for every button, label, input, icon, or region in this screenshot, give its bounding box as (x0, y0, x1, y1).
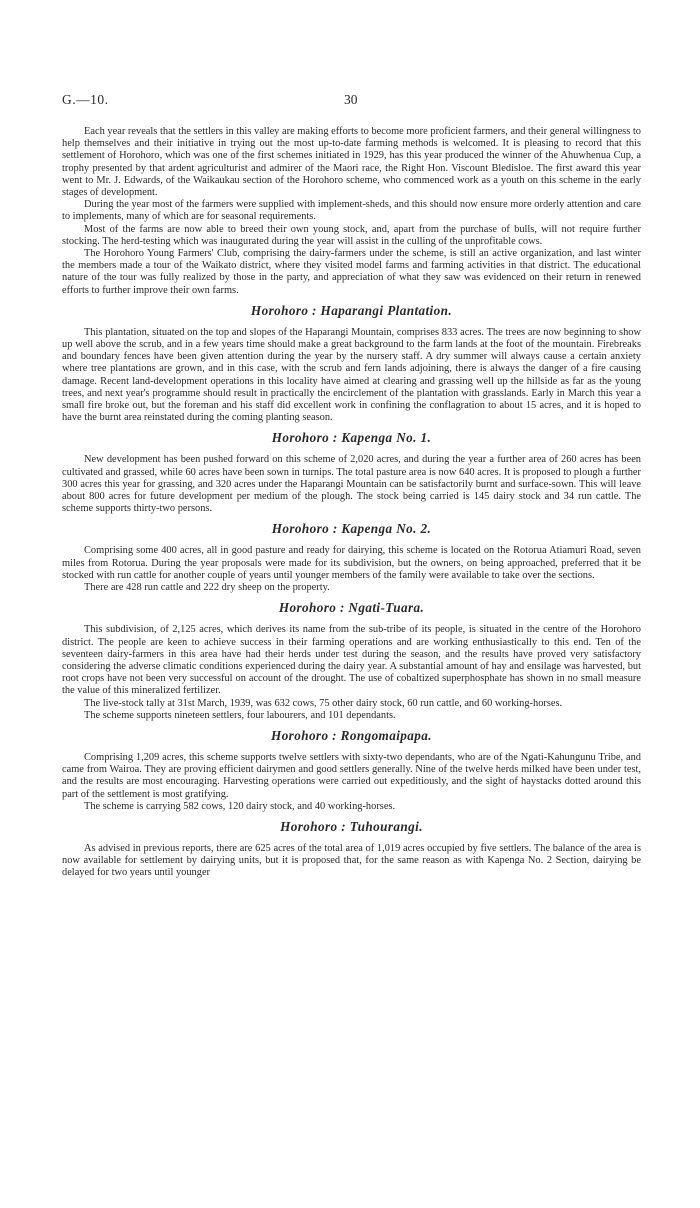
paragraph: The Horohoro Young Farmers' Club, comprising the dairy-farmers under the scheme, is still an active organization, and last winter the members made a tour of the Waikato district, where they visited model farms and farming activities in that district. The educational nature of the tour was fully realized by those in the party, and appreciation of what they saw was evidenced on their return in renewed efforts to further improve their own farms. (62, 248, 641, 296)
paragraph: The scheme supports nineteen settlers, four labourers, and 101 dependants. (84, 709, 396, 721)
page-body (62, 126, 641, 880)
paragraph: The scheme is carrying 582 cows, 120 dairy stock, and 40 working-horses. (84, 800, 396, 812)
page-number: 30 (344, 92, 358, 107)
paragraph: The live-stock tally at 31st March, 1939, was 632 cows, 75 other dairy stock, 60 run cattle, and 60 working-horses. (84, 697, 563, 709)
paragraph: During the year most of the farmers were supplied with implement-sheds, and this should now ensure more orderly attention and care to implements, many of which are for seasonal requirements. (62, 199, 641, 223)
paragraph: Most of the farms are now able to breed their own young stock, and, apart from the purchase of bulls, will not require further stocking. The herd-testing which was inaugurated during the year will assist in the culling of the unprofitable cows. (62, 223, 641, 247)
section-rongomaipapa (62, 728, 641, 813)
section-intro (62, 126, 641, 297)
section-kapenga-no-1 (62, 430, 641, 515)
report-reference: G.—10. (62, 92, 109, 107)
section-haparangi-plantation (62, 303, 641, 425)
section-heading: Horohoro : Ngati-Tuara. (278, 600, 425, 616)
section-heading: Horohoro : Kapenga No. 2. (271, 521, 432, 537)
section-heading: Horohoro : Kapenga No. 1. (271, 430, 432, 446)
paragraph: This subdivision, of 2,125 acres, which derives its name from the sub-tribe of its people, is situated in the centre of the Horohoro district. The people are keen to achieve success in their farming operations and are working enthusiastically to this end. Ten of the seventeen dairy-farmers in this area have had their herds under test during the season, and the results have proved very satisfactory considering the adverse climatic conditions experienced during the dairy year. A substantial amount of hay and ensilage was harvested, but root crops have not been very successful on account of the drought. The use of cobaltized superphosphate has shown in no small measure the value of this mineralized fertilizer. (62, 624, 641, 697)
section-tuhourangi (62, 819, 641, 880)
paragraph: This plantation, situated on the top and slopes of the Haparangi Mountain, comprises 833 acres. The trees are now beginning to show up well above the scrub, and in a few years time should make a great background to the farm lands at the foot of the mountain. Firebreaks and boundary fences have been given attention during the year by the nursery staff. A dry summer will always cause a certain anxiety where tree plantations are grown, and in this case, with the scrub and fern lands adjoining, there is always the danger of a fire causing damage. Recent land-development operations in this locality have aimed at clearing and grassing well up the hillside as far as the young trees, and next year's programme should result in practically the encirclement of the plantation with grasslands. Early in March this year a small fire broke out, but the foreman and his staff did excellent work in confining the conflagration to about 15 acres, and it is hoped to have the burnt area reinstated during the coming planting season. (62, 326, 641, 424)
section-heading: Horohoro : Haparangi Plantation. (250, 302, 453, 318)
paragraph: There are 428 run cattle and 222 dry sheep on the property. (84, 582, 330, 594)
paragraph: New development has been pushed forward on this scheme of 2,020 acres, and during the year a further area of 260 acres has been cultivated and grassed, while 60 acres have been sown in turnips. The total pasture area is now 640 acres. It is proposed to plough a further 300 acres this year for grassing, and 320 acres under the Haparangi Mountain can be satisfactorily burnt and surface-sown. This will leave about 800 acres for future development per medium of the plough. The stock being carried is 145 dairy stock and 34 run cattle. The scheme supports thirty-two persons. (62, 454, 641, 515)
section-ngati-tuara (62, 600, 641, 722)
paragraph: Each year reveals that the settlers in this valley are making efforts to become more proficient farmers, and their general willingness to help themselves and their initiative in trying out the most up-to-date farming methods is welcomed. It is pleasing to record that this settlement of Horohoro, which was one of the first schemes initiated in 1929, has this year produced the winner of the Ahuwhenua Cup, a trophy presented by that ardent agriculturist and admirer of the Maori race, the Right Hon. Viscount Bledisloe. The first award this year went to Mr. J. Edwards, of the Waikaukau section of the Horohoro scheme, who commenced work as a youth on this scheme in the early stages of development. (62, 126, 641, 199)
paragraph: As advised in previous reports, there are 625 acres of the total area of 1,019 acres occupied by five settlers. The balance of the area is now available for settlement by dairying units, but it is proposed that, for the same reason as with Kapenga No. 2 Section, dairying be delayed for two years until younger (62, 842, 641, 879)
paragraph: Comprising 1,209 acres, this scheme supports twelve settlers with sixty-two dependants, who are of the Ngati-Kahungunu Tribe, and came from Wairoa. They are proving efficient dairymen and good settlers generally. Nine of the twelve herds milked have been under test, and the results are most encouraging. Harvesting operations were carried out expeditiously, and the sight of haystacks dotted around this part of the settlement is most gratifying. (62, 751, 641, 800)
section-heading: Horohoro : Tuhourangi. (280, 818, 423, 834)
section-kapenga-no-2 (62, 521, 641, 594)
section-heading: Horohoro : Rongomaipapa. (271, 727, 432, 743)
paragraph: Comprising some 400 acres, all in good pasture and ready for dairying, this scheme is located on the Rotorua Atiamuri Road, seven miles from Rotorua. During the year proposals were made for its subdivision, but the owners, on being approached, preferred that it be stocked with run cattle for another couple of years until younger members of the family were available to take over the sections. (62, 545, 641, 581)
